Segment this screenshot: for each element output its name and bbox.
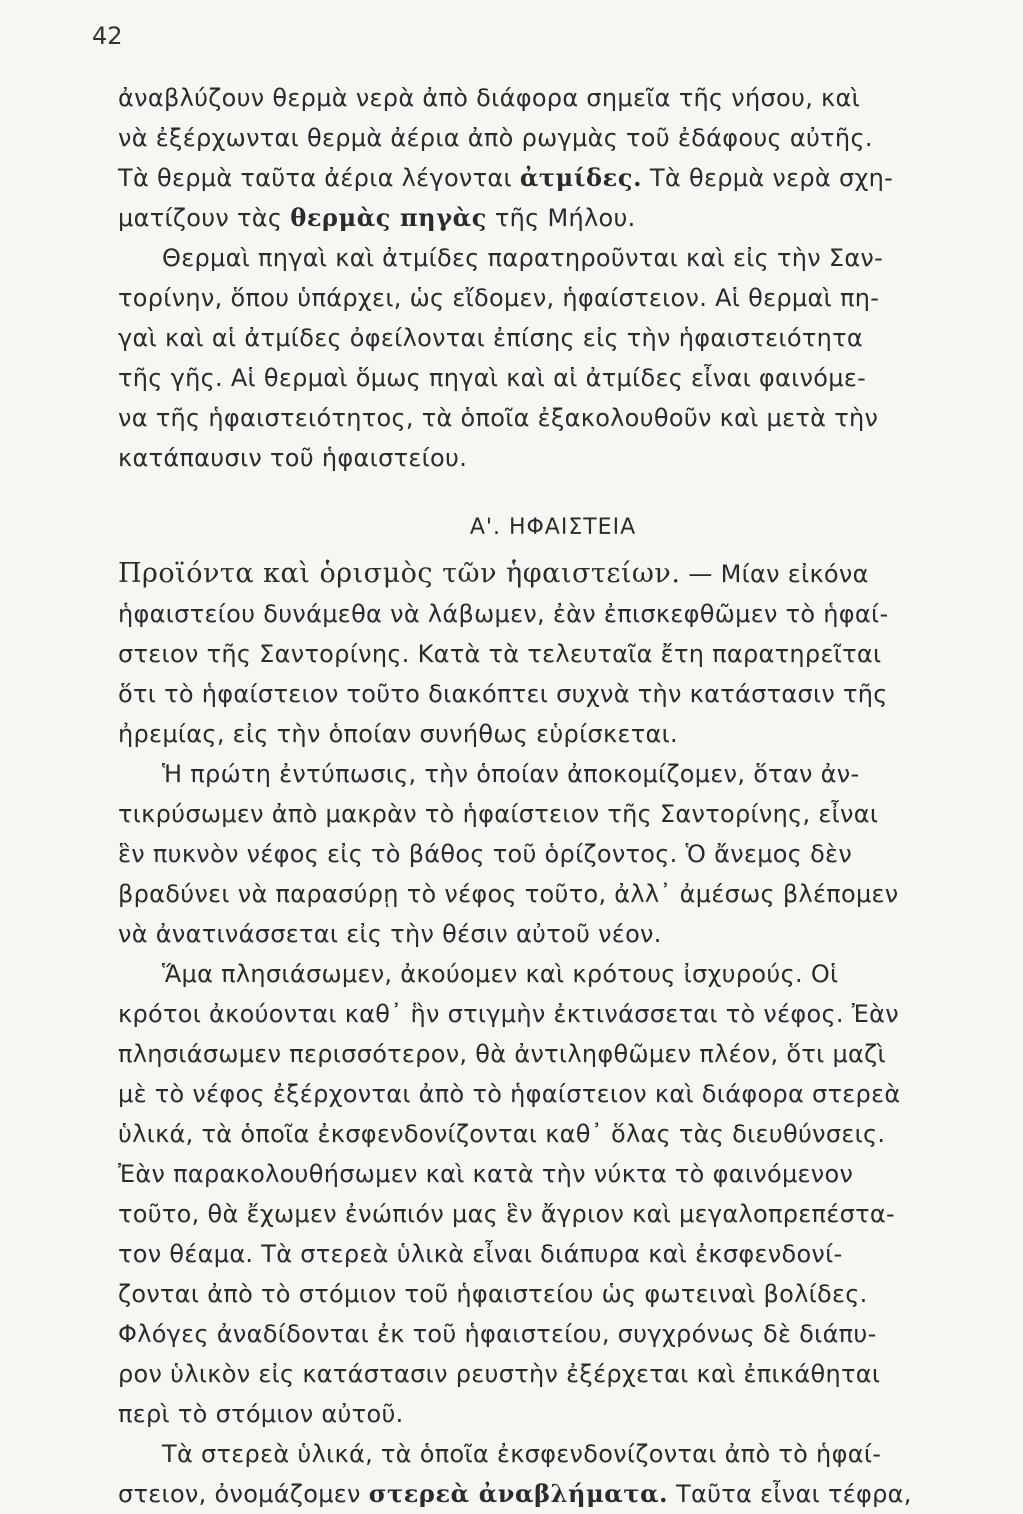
text-line: ὑλικά, τὰ ὁποῖα ἐκσφενδονίζονται καθ᾿ ὅλας τὰς διευθύνσεις. [118,1120,886,1148]
paragraph-first-impression [118,754,988,954]
text-line [118,1474,988,1514]
paragraph-thermal-waters [118,78,988,238]
text-line: τῆς γῆς. Αἱ θερμαὶ ὅμως πηγαὶ καὶ αἱ ἀτμίδες εἶναι φαινόμε- [118,364,867,392]
text-line: μὲ τὸ νέφος ἐξέρχονται ἀπὸ τὸ ἡφαίστειον καὶ διάφορα στερεὰ [118,1080,901,1108]
text-line: Ἅμα πλησιάσωμεν, ἀκούομεν καὶ κρότους ἰσχυρούς. Οἱ [162,960,839,988]
text-run: — Μίαν εἰκόνα [680,560,869,588]
body-text [118,78,988,1514]
text-line: βραδύνει νὰ παρασύρῃ τὸ νέφος τοῦτο, ἀλλ᾿ ἀμέσως βλέπομεν [118,880,899,908]
text-line: ἡφαιστείου δυνάμεθα νὰ λάβωμεν, ἐὰν ἐπισκεφθῶμεν τὸ ἡφαί- [118,600,889,628]
subsection-title: Προϊόντα καὶ ὁρισμὸς τῶν ἡφαιστείων. [118,558,681,589]
text-line: Ἡ πρώτη ἐντύπωσις, τὴν ὁποίαν ἀποκομίζομεν, ὅταν ἀν- [162,760,860,788]
text-line: Φλόγες ἀναδίδονται ἐκ τοῦ ἡφαιστείου, συγχρόνως δὲ διάπυ- [118,1320,877,1348]
text-run: ματίζουν τὰς [118,204,291,232]
text-run: στειον, ὀνομάζομεν [118,1480,369,1508]
text-line: κρότοι ἀκούονται καθ᾿ ἣν στιγμὴν ἐκτινάσσεται τὸ νέφος. Ἐὰν [118,1000,899,1028]
paragraph-santorini-springs [118,238,988,478]
text-line: ὅτι τὸ ἡφαίστειον τοῦτο διακόπτει συχνὰ τὴν κατάστασιν τῆς [118,680,888,708]
text-line: τικρύσωμεν ἀπὸ μακρὰν τὸ ἡφαίστειον τῆς Σαντορίνης, εἶναι [118,800,879,828]
text-line: ἓν πυκνὸν νέφος εἰς τὸ βάθος τοῦ ὁρίζοντος. Ὁ ἄνεμος δὲν [118,840,853,868]
text-line: γαὶ καὶ αἱ ἀτμίδες ὀφείλονται ἐπίσης εἰς τὴν ἡφαιστειότητα [118,324,863,352]
text-line: κατάπαυσιν τοῦ ἡφαιστείου. [118,444,468,472]
term-atmides: ἀτμίδες. [519,163,643,192]
text-line: Τὰ στερεὰ ὑλικά, τὰ ὁποῖα ἐκσφενδονίζονται ἀπὸ τὸ ἡφαί- [162,1440,882,1468]
text-run: Ταῦτα εἶναι τέφρα, [668,1480,912,1508]
text-line: στειον τῆς Σαντορίνης. Κατὰ τὰ τελευταῖα ἔτη παρατηρεῖται [118,640,882,668]
paragraph-products-definition [118,554,988,754]
text-line: να τῆς ἡφαιστειότητος, τὰ ὁποῖα ἐξακολουθοῦν καὶ μετὰ τὴν [118,404,879,432]
text-line: περὶ τὸ στόμιον αὐτοῦ. [118,1400,404,1428]
text-line: Θερμαὶ πηγαὶ καὶ ἀτμίδες παρατηροῦνται καὶ εἰς τὴν Σαν- [162,244,884,272]
section-heading: Α'. ΗΦΑΙΣΤΕΙΑ [469,515,637,540]
text-line: τορίνην, ὅπου ὑπάρχει, ὡς εἴδομεν, ἡφαίστειον. Αἱ θερμαὶ πη- [118,284,880,312]
text-line: τοῦτο, θὰ ἔχωμεν ἐνώπιόν μας ἓν ἄγριον καὶ μεγαλοπρεπέστα- [118,1200,895,1228]
text-line: τον θέαμα. Τὰ στερεὰ ὑλικὰ εἶναι διάπυρα καὶ ἐκσφενδονί- [118,1240,843,1268]
text-line: νὰ ἀνατινάσσεται εἰς τὴν θέσιν αὐτοῦ νέον. [118,920,662,948]
text-line: ρον ὑλικὸν εἰς κατάστασιν ρευστὴν ἐξέρχεται καὶ ἐπικάθηται [118,1360,881,1388]
text-line: ζονται ἀπὸ τὸ στόμιον τοῦ ἡφαιστείου ὡς φωτειναὶ βολίδες. [118,1280,868,1308]
text-line: ἠρεμίας, εἰς τὴν ὁποίαν συνήθως εὑρίσκεται. [118,720,678,748]
page-number: 42 [92,22,123,50]
text-line [118,198,988,238]
text-line: νὰ ἐξέρχωνται θερμὰ ἀέρια ἀπὸ ρωγμὰς τοῦ ἐδάφους αὐτῆς. [118,124,873,152]
term-solid-ejecta: στερεὰ ἀναβλήματα. [368,1479,669,1508]
text-line: πλησιάσωμεν περισσότερον, θὰ ἀντιληφθῶμεν πλέον, ὅτι μαζὶ [118,1040,886,1068]
text-run: τῆς Μήλου. [486,204,636,232]
text-line [118,158,988,198]
text-line: Ἐὰν παρακολουθήσωμεν καὶ κατὰ τὴν νύκτα τὸ φαινόμενον [118,1160,854,1188]
paragraph-ejecta [118,1434,988,1514]
paragraph-approach [118,954,988,1434]
term-thermal-springs: θερμὰς πηγὰς [290,203,487,232]
text-line: ἀναβλύζουν θερμὰ νερὰ ἀπὸ διάφορα σημεῖα τῆς νήσου, καὶ [118,84,861,112]
text-line [118,554,988,594]
text-run: Τὰ θερμὰ νερὰ σχη- [642,164,894,192]
text-run: Τὰ θερμὰ ταῦτα ἀέρια λέγονται [118,164,520,192]
